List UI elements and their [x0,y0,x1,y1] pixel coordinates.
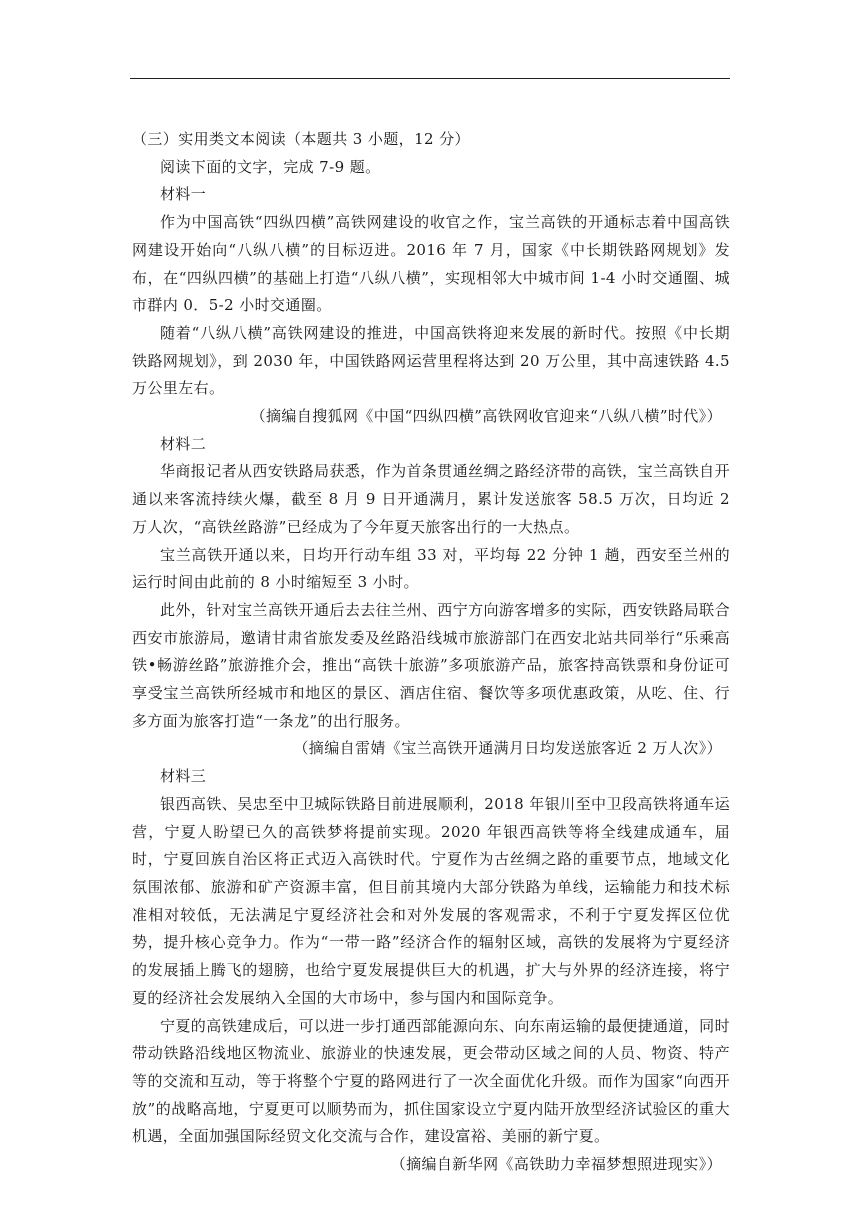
section-heading: （三）实用类文本阅读（本题共 3 小题，12 分） [132,130,470,148]
header-rule [130,78,730,79]
material-1-paragraph: 随着“八纵八横”高铁网建设的推进，中国高铁将迎来发展的新时代。按照《中长期铁路网规划》，到 2030 年，中国铁路网运营里程将达到 20 万公里，其中高速铁路 4.5 万公里左右。 [132,323,730,398]
material-3-label: 材料三 [160,767,207,786]
material-3-paragraph: 银西高铁、吴忠至中卫城际铁路目前进展顺利，2018 年银川至中卫段高铁将通车运营，宁夏人盼望已久的高铁梦将提前实现。2020 年银西高铁等将全线建成通车，届时，宁夏回族自治区将正式迈入高铁时代。宁夏作为古丝绸之路的重要节点，地域文化氛围浓郁、旅游和矿产资源丰富，但目前其境内大部分铁路为单线，运输能力和技术标准相对较低，无法满足宁夏经济社会和对外发展的客观需求，不利于宁夏发挥区位优势，提升核心竞争力。作为“一带一路”经济合作的辐射区域，高铁的发展将为宁夏经济的发展插上腾飞的翅膀，也给宁夏发展提供巨大的机遇，扩大与外界的经济连接，将宁夏的经济社会发展纳入全国的大市场中，参与国内和国际竞争。 [132,794,730,1007]
material-2-paragraph: 宝兰高铁开通以来，日均开行动车组 33 对，平均每 22 分钟 1 趟，西安至兰州的运行时间由此前的 8 小时缩短至 3 小时。 [132,545,730,592]
material-2-label: 材料二 [160,434,207,453]
material-3-source: （摘编自新华网《高铁助力幸福梦想照进现实》） [390,1155,722,1174]
document-body [132,126,730,1179]
material-2-source: （摘编自雷婧《宝兰高铁开通满月日均发送旅客近 2 万人次》） [293,739,722,758]
instruction-text: 阅读下面的文字，完成 7-9 题。 [160,157,381,176]
material-1-source: （摘编自搜狐网《中国“四纵四横”高铁网收官迎来“八纵八横”时代》） [250,407,722,426]
material-3-paragraph: 宁夏的高铁建成后，可以进一步打通西部能源向东、向东南运输的最便捷通道，同时带动铁路沿线地区物流业、旅游业的快速发展，更会带动区域之间的人员、物资、特产等的交流和互动，等于将整个宁夏的路网进行了一次全面优化升级。而作为国家“向西开放”的战略高地，宁夏更可以顺势而为，抓住国家设立宁夏内陆开放型经济试验区的重大机遇，全面加强国际经贸文化交流与合作，建设富裕、美丽的新宁夏。 [132,1016,730,1146]
material-1-label: 材料一 [160,185,207,204]
material-2-paragraph: 此外，针对宝兰高铁开通后去去往兰州、西宁方向游客增多的实际，西安铁路局联合西安市旅游局，邀请甘肃省旅发委及丝路沿线城市旅游部门在西安北站共同举行“乐乘高铁•畅游丝路”旅游推介会，推出“高铁十旅游”多项旅游产品，旅客持高铁票和身份证可享受宝兰高铁所经城市和地区的景区、酒店住宿、餐饮等多项优惠政策，从吃、住、行多方面为旅客打造“一条龙”的出行服务。 [132,600,730,730]
material-2-paragraph: 华商报记者从西安铁路局获悉，作为首条贯通丝绸之路经济带的高铁，宝兰高铁自开通以来客流持续火爆，截至 8 月 9 日开通满月，累计发送旅客 58.5 万次，日均近 2 万人次，“高铁丝路游”已经成为了今年夏天旅客出行的一大热点。 [132,462,730,536]
material-1-paragraph: 作为中国高铁“四纵四横”高铁网建设的收官之作，宝兰高铁的开通标志着中国高铁网建设开始向“八纵八横”的目标迈进。2016 年 7 月，国家《中长期铁路网规划》发布，在“四纵四横”的基础上打造“八纵八横”，实现相邻大中城市间 1-4 小时交通圈、城市群内 0．5-2 小时交通圈。 [132,213,730,315]
